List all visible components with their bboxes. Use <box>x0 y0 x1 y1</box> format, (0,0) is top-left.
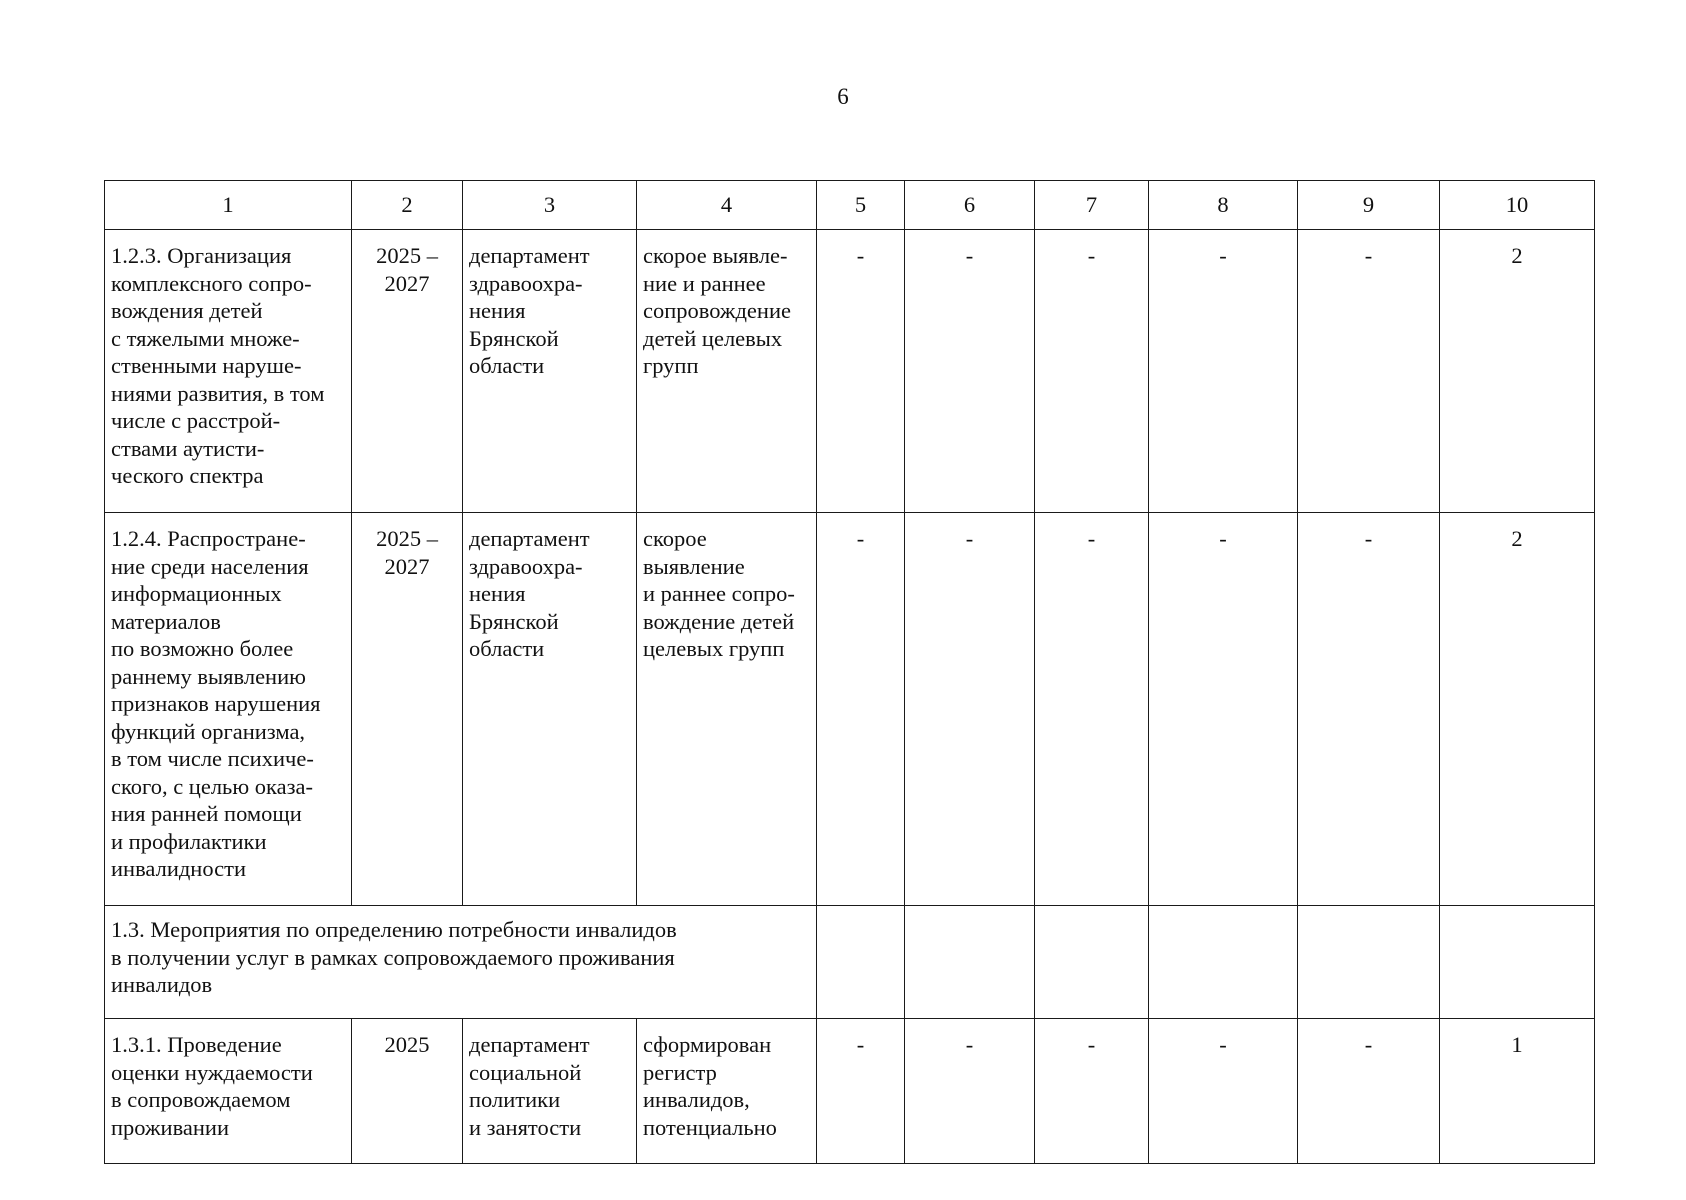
table-row <box>105 513 1595 906</box>
section-heading: 1.3. Мероприятия по определению потребности инвалидов в получении услуг в рамках сопровождаемого проживания инвалидов <box>105 906 817 1019</box>
empty-cell <box>1035 906 1149 1019</box>
measure-name: 1.3.1. Проведение оценки нуждаемости в сопровождаемом проживании <box>105 1019 352 1164</box>
table-header-row <box>105 181 1595 230</box>
value-cell: - <box>1149 1019 1298 1164</box>
measure-name: 1.2.4. Распростране- ние среди населения информационных материалов по возможно более раннему выявлению признаков нарушения функций организма, в том числе психиче- ского, с целью оказа- ния ранней помощи и профилактики инвалидности <box>105 513 352 906</box>
value-cell: - <box>1298 513 1440 906</box>
empty-cell <box>905 906 1035 1019</box>
column-header: 2 <box>352 181 463 230</box>
executor-cell: департамент здравоохра- нения Брянской области <box>463 513 637 906</box>
executor-cell: департамент здравоохра- нения Брянской области <box>463 230 637 513</box>
empty-cell <box>1298 906 1440 1019</box>
column-header: 7 <box>1035 181 1149 230</box>
value-cell: - <box>1035 1019 1149 1164</box>
value-cell: 2 <box>1440 513 1595 906</box>
column-header: 10 <box>1440 181 1595 230</box>
page-number: 6 <box>837 84 849 109</box>
value-cell: 1 <box>1440 1019 1595 1164</box>
column-header: 3 <box>463 181 637 230</box>
result-cell: сформирован регистр инвалидов, потенциально <box>637 1019 817 1164</box>
table-row <box>105 1019 1595 1164</box>
empty-cell <box>1440 906 1595 1019</box>
empty-cell <box>1149 906 1298 1019</box>
value-cell: 2 <box>1440 230 1595 513</box>
period-cell: 2025 – 2027 <box>352 230 463 513</box>
value-cell: - <box>905 1019 1035 1164</box>
value-cell: - <box>1149 513 1298 906</box>
measure-name: 1.2.3. Организация комплексного сопро- вождения детей с тяжелыми множе- ственными наруше- ниями развития, в том числе с расстрой- ствами аутисти- ческого спектра <box>105 230 352 513</box>
column-header: 6 <box>905 181 1035 230</box>
value-cell: - <box>817 513 905 906</box>
section-row <box>105 906 1595 1019</box>
column-header: 1 <box>105 181 352 230</box>
value-cell: - <box>1149 230 1298 513</box>
value-cell: - <box>817 1019 905 1164</box>
period-cell: 2025 <box>352 1019 463 1164</box>
value-cell: - <box>905 513 1035 906</box>
executor-cell: департамент социальной политики и занятости <box>463 1019 637 1164</box>
value-cell: - <box>817 230 905 513</box>
value-cell: - <box>1035 513 1149 906</box>
measures-table <box>104 180 1595 1164</box>
table-row <box>105 230 1595 513</box>
result-cell: скорое выявле- ние и раннее сопровождение детей целевых групп <box>637 230 817 513</box>
period-cell: 2025 – 2027 <box>352 513 463 906</box>
column-header: 8 <box>1149 181 1298 230</box>
column-header: 5 <box>817 181 905 230</box>
value-cell: - <box>1035 230 1149 513</box>
value-cell: - <box>905 230 1035 513</box>
empty-cell <box>817 906 905 1019</box>
value-cell: - <box>1298 1019 1440 1164</box>
column-header: 9 <box>1298 181 1440 230</box>
column-header: 4 <box>637 181 817 230</box>
value-cell: - <box>1298 230 1440 513</box>
result-cell: скорое выявление и раннее сопро- вождение детей целевых групп <box>637 513 817 906</box>
